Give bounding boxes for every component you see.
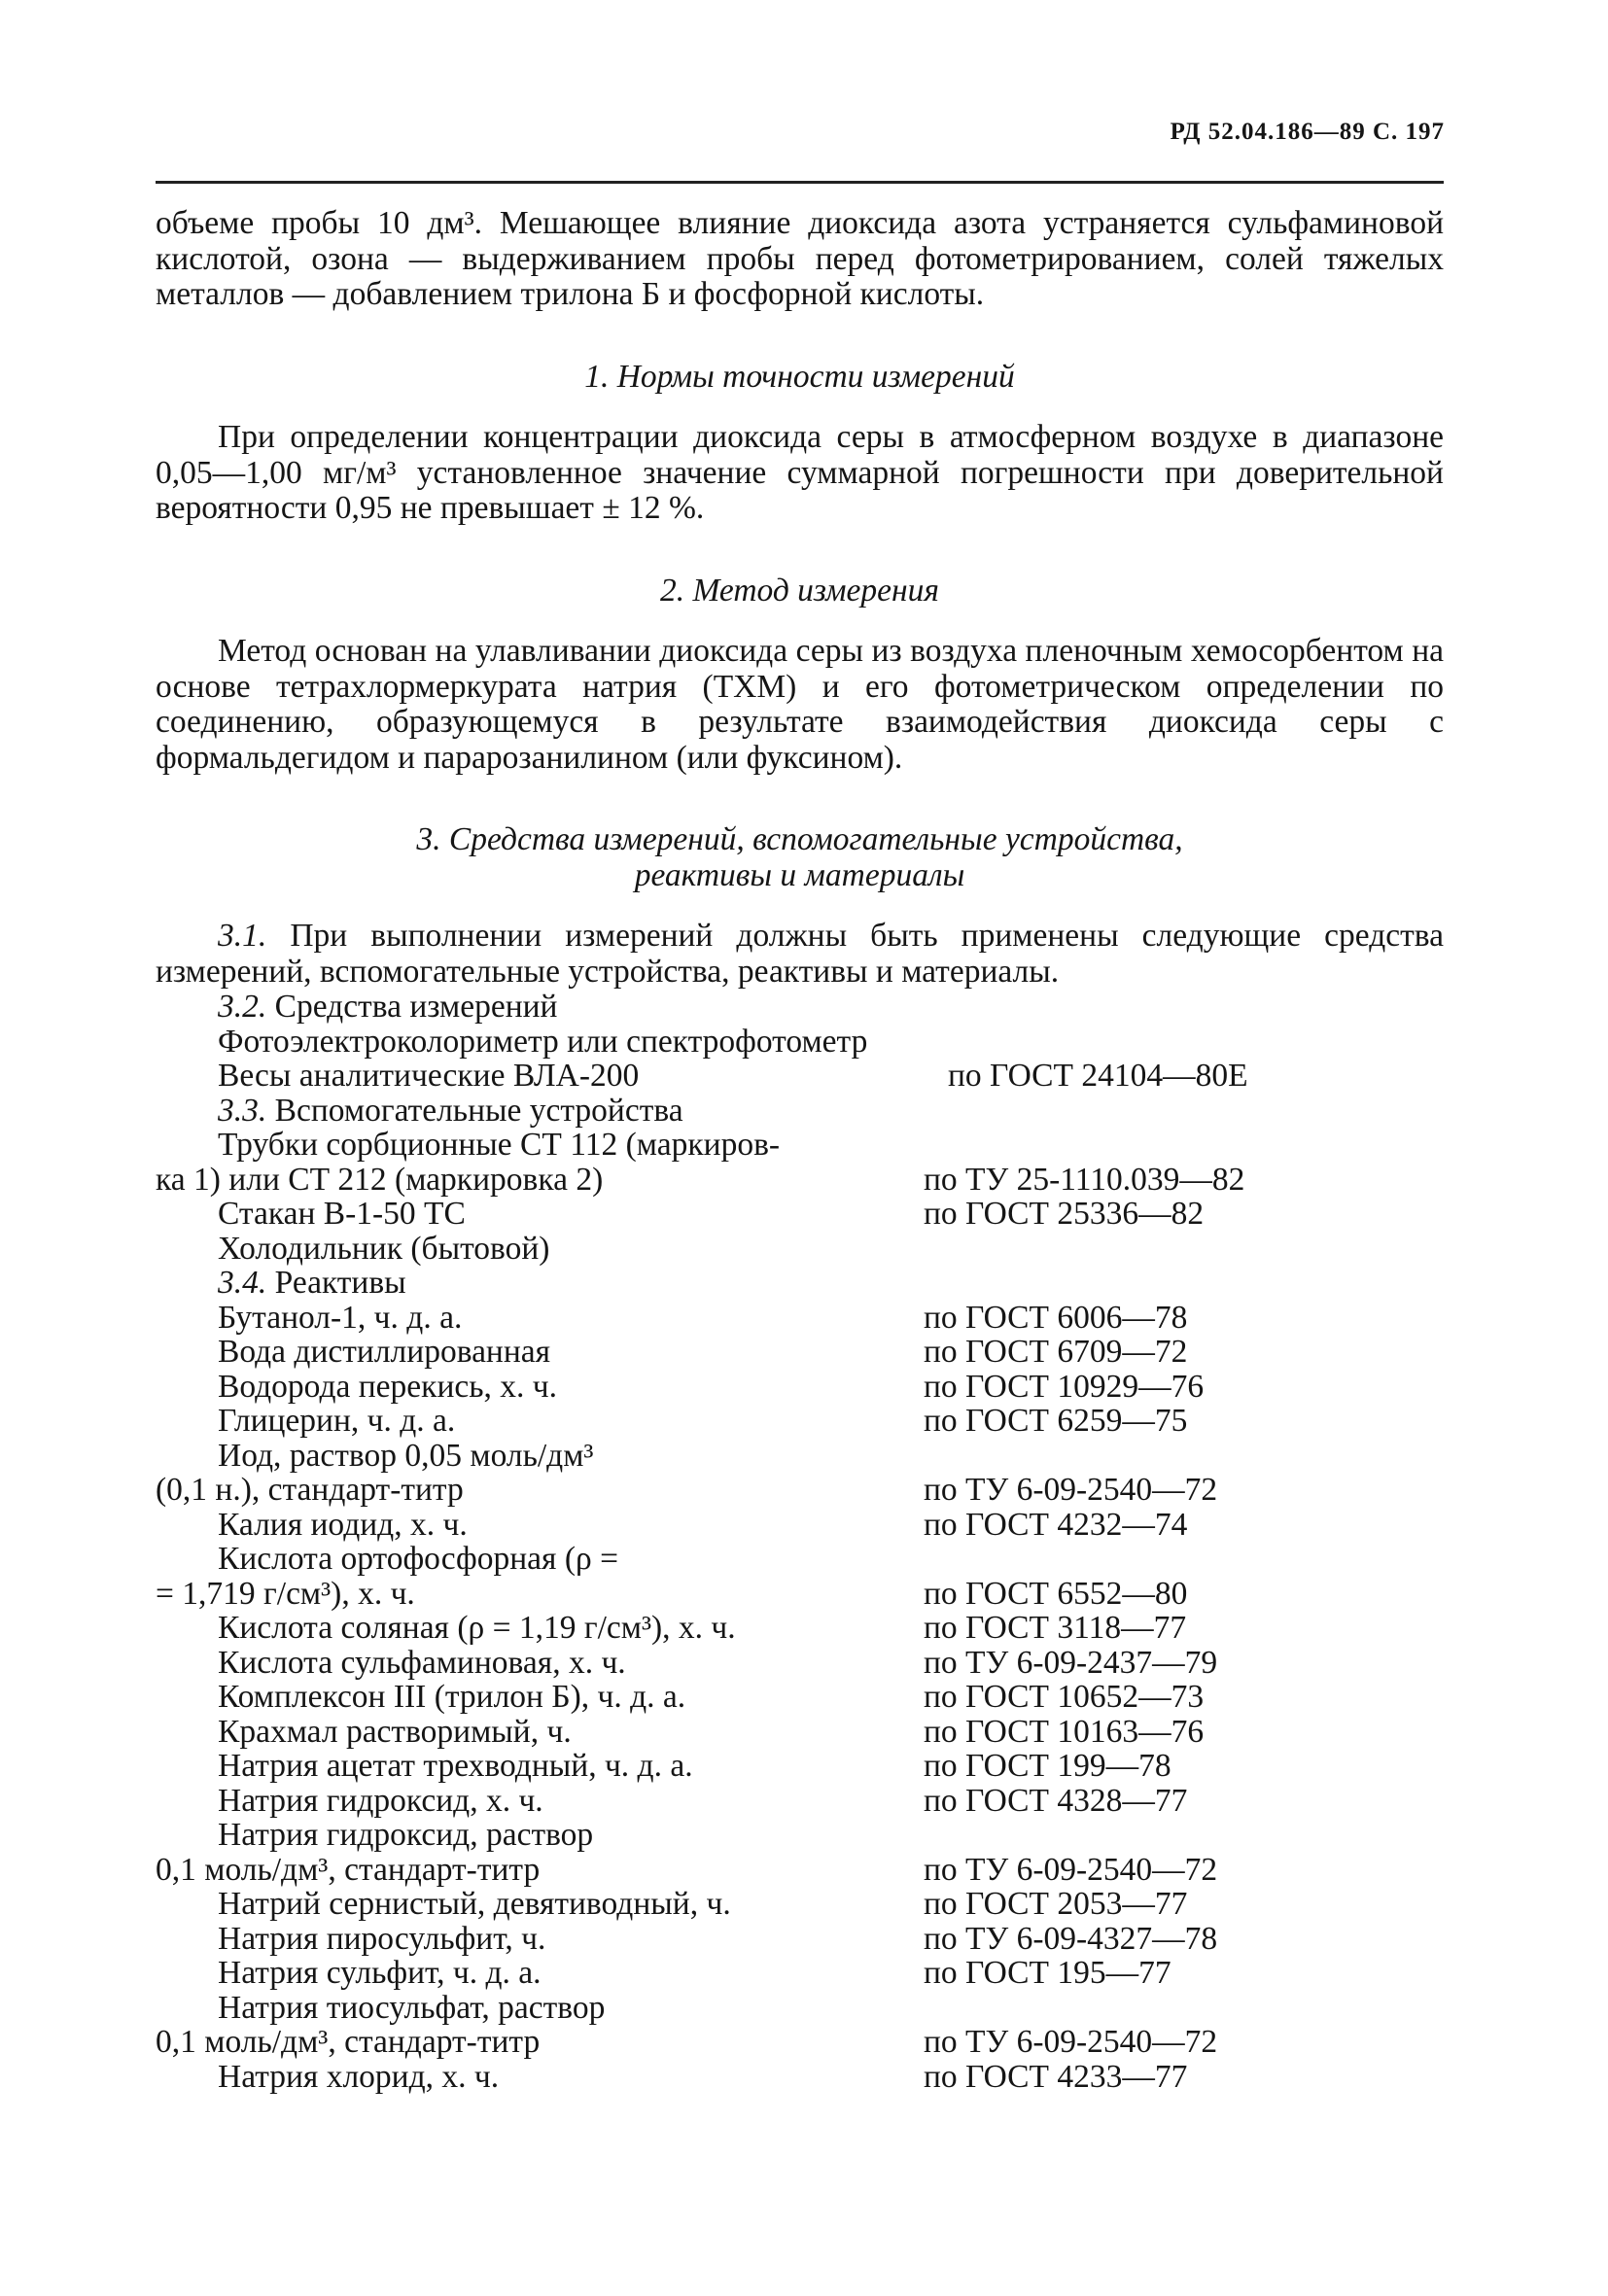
reagent-row bbox=[156, 1542, 1444, 1577]
standard-reference: по ТУ 6-09-2540—72 bbox=[924, 2024, 1218, 2060]
item-name: Калия иодид, х. ч. bbox=[218, 1506, 468, 1543]
item-name: (0,1 н.), стандарт-титр bbox=[156, 1472, 464, 1508]
reagent-row bbox=[156, 1680, 1444, 1715]
reagent-row bbox=[156, 1887, 1444, 1922]
standard-reference: по ТУ 6-09-2437—79 bbox=[924, 1644, 1218, 1681]
reagent-row bbox=[156, 2060, 1444, 2095]
reagent-row bbox=[156, 1784, 1444, 1819]
reagent-row bbox=[156, 1611, 1444, 1646]
reagent-row bbox=[156, 1749, 1444, 1784]
clause-number: 3.1. bbox=[218, 918, 267, 954]
auxiliary-device-row bbox=[156, 1232, 1444, 1267]
item-name: Стакан В-1-50 ТС bbox=[218, 1196, 466, 1232]
reagent-row bbox=[156, 1404, 1444, 1439]
item-name: Натрия пиросульфит, ч. bbox=[218, 1920, 546, 1957]
measuring-instrument-row bbox=[156, 1025, 1444, 1060]
reagent-row bbox=[156, 1335, 1444, 1370]
auxiliary-device-row bbox=[156, 1197, 1444, 1232]
item-name: Фотоэлектроколориметр или спектрофотометр bbox=[218, 1023, 868, 1060]
reagent-row bbox=[156, 1991, 1444, 2026]
item-name: Комплексон III (трилон Б), ч. д. а. bbox=[218, 1679, 686, 1715]
item-name: Крахмал растворимый, ч. bbox=[218, 1713, 572, 1750]
item-name: Вода дистиллированная bbox=[218, 1334, 551, 1370]
section-3-heading-line-1: 3. Средства измерений, вспомогательные устройства, bbox=[416, 821, 1183, 857]
reagent-row bbox=[156, 1715, 1444, 1750]
reagent-row bbox=[156, 2025, 1444, 2060]
item-name: 0,1 моль/дм³, стандарт-титр bbox=[156, 2024, 541, 2060]
standard-reference: по ГОСТ 199—78 bbox=[924, 1748, 1171, 1784]
standard-reference: по ГОСТ 6006—78 bbox=[924, 1299, 1188, 1336]
item-name: Холодильник (бытовой) bbox=[218, 1230, 550, 1267]
item-name: Натрий сернистый, девятиводный, ч. bbox=[218, 1886, 731, 1922]
item-name: Натрия хлорид, х. ч. bbox=[218, 2058, 500, 2095]
standard-reference: по ГОСТ 195—77 bbox=[924, 1955, 1171, 1991]
standard-reference: по ГОСТ 4233—77 bbox=[924, 2058, 1188, 2095]
running-head: РД 52.04.186—89 С. 197 bbox=[1170, 119, 1445, 145]
item-name: Кислота ортофосфорная (ρ = bbox=[218, 1541, 618, 1577]
reagent-row bbox=[156, 1922, 1444, 1957]
auxiliary-device-row bbox=[156, 1128, 1444, 1163]
standard-reference: по ГОСТ 4328—77 bbox=[924, 1782, 1188, 1819]
reagent-row bbox=[156, 1646, 1444, 1681]
reagent-row bbox=[156, 1956, 1444, 1991]
item-name: Водорода перекись, х. ч. bbox=[218, 1368, 557, 1405]
item-name: Натрия сульфит, ч. д. а. bbox=[218, 1955, 542, 1991]
standard-reference: по ГОСТ 10929—76 bbox=[924, 1368, 1205, 1405]
item-name: Бутанол-1, ч. д. а. bbox=[218, 1299, 463, 1336]
paragraph-3-1-text: При выполнении измерений должны быть применены следующие средства измерений, вспомогательные устройства, реактивы и материалы. bbox=[156, 918, 1445, 990]
item-name: Кислота соляная (ρ = 1,19 г/см³), х. ч. bbox=[218, 1610, 736, 1646]
item-name: Кислота сульфаминовая, х. ч. bbox=[218, 1644, 626, 1681]
standard-reference: по ГОСТ 4232—74 bbox=[924, 1506, 1188, 1543]
equipment-listing bbox=[156, 990, 1444, 2094]
paragraph-3-1 bbox=[156, 919, 1444, 990]
header-rule bbox=[156, 181, 1444, 184]
reagent-row bbox=[156, 1853, 1444, 1888]
item-name: Натрия гидроксид, х. ч. bbox=[218, 1782, 543, 1819]
subsection-3-4: 3.4. Реактивы bbox=[218, 1265, 406, 1301]
standard-reference: по ГОСТ 3118—77 bbox=[924, 1610, 1187, 1646]
standard-reference: по ТУ 6-09-2540—72 bbox=[924, 1472, 1218, 1508]
reagent-row bbox=[156, 1301, 1444, 1336]
item-name: = 1,719 г/см³), х. ч. bbox=[156, 1575, 415, 1612]
item-name: Глицерин, ч. д. а. bbox=[218, 1403, 456, 1439]
item-name: Натрия ацетат трехводный, ч. д. а. bbox=[218, 1748, 693, 1784]
item-name: Трубки сорбционные СТ 112 (маркиров- bbox=[218, 1127, 781, 1163]
item-name: ка 1) или СТ 212 (маркировка 2) bbox=[156, 1161, 604, 1198]
section-3-heading-line-2: реактивы и материалы bbox=[634, 856, 965, 893]
standard-reference: по ТУ 6-09-4327—78 bbox=[924, 1920, 1218, 1957]
subsection-3-3: 3.3. Вспомогательные устройства bbox=[218, 1092, 683, 1129]
intro-paragraph: объеме пробы 10 дм³. Мешающее влияние диоксида азота устраняется сульфаминовой кислотой, озона — выдерживанием пробы перед фотометрированием, солей тяжелых металлов — добавлением трилона Б и фосфорной кислоты. bbox=[156, 205, 1444, 312]
reagent-row bbox=[156, 1370, 1444, 1405]
page-content bbox=[156, 206, 1444, 2094]
auxiliary-device-row bbox=[156, 1163, 1444, 1198]
standard-reference: по ТУ 25-1110.039—82 bbox=[924, 1161, 1245, 1198]
item-name: Натрия гидроксид, раствор bbox=[218, 1817, 594, 1853]
standard-reference: по ГОСТ 10163—76 bbox=[924, 1713, 1205, 1750]
measuring-instrument-row bbox=[156, 1059, 1444, 1094]
reagent-row bbox=[156, 1577, 1444, 1612]
item-name: 0,1 моль/дм³, стандарт-титр bbox=[156, 1851, 541, 1888]
item-name: Натрия тиосульфат, раствор bbox=[218, 1989, 606, 2026]
section-2-text: Метод основан на улавливании диоксида серы из воздуха пленочным хемосорбентом на основе тетрахлормеркурата натрия (ТХМ) и его фотометрическом определении по соединению, образующемуся в результате взаимодействия диоксида серы с формальдегидом и парарозанилином (или фуксином). bbox=[156, 633, 1444, 776]
subsection-3-2: 3.2. Средства измерений bbox=[218, 989, 558, 1025]
standard-reference: по ГОСТ 6552—80 bbox=[924, 1575, 1188, 1612]
standard-reference: по ГОСТ 10652—73 bbox=[924, 1679, 1205, 1715]
standard-reference: по ГОСТ 6259—75 bbox=[924, 1403, 1188, 1439]
reagent-row bbox=[156, 1439, 1444, 1474]
standard-reference: по ГОСТ 25336—82 bbox=[924, 1196, 1205, 1232]
section-1-heading: 1. Нормы точности измерений bbox=[584, 358, 1015, 395]
standard-reference: по ГОСТ 24104—80Е bbox=[948, 1058, 1248, 1094]
item-name: Иод, раствор 0,05 моль/дм³ bbox=[218, 1437, 594, 1474]
standard-reference: по ГОСТ 2053—77 bbox=[924, 1886, 1188, 1922]
standard-reference: по ТУ 6-09-2540—72 bbox=[924, 1851, 1218, 1888]
item-name: Весы аналитические ВЛА-200 bbox=[218, 1058, 640, 1094]
reagent-row bbox=[156, 1473, 1444, 1508]
standard-reference: по ГОСТ 6709—72 bbox=[924, 1334, 1188, 1370]
reagent-row bbox=[156, 1508, 1444, 1543]
reagent-row bbox=[156, 1818, 1444, 1853]
section-1-text: При определении концентрации диоксида серы в атмосферном воздухе в диапазоне 0,05—1,00 мг/м³ установленное значение суммарной погрешности при доверительной вероятности 0,95 не превышает ± 12 %. bbox=[156, 419, 1444, 526]
section-2-heading: 2. Метод измерения bbox=[660, 572, 939, 609]
